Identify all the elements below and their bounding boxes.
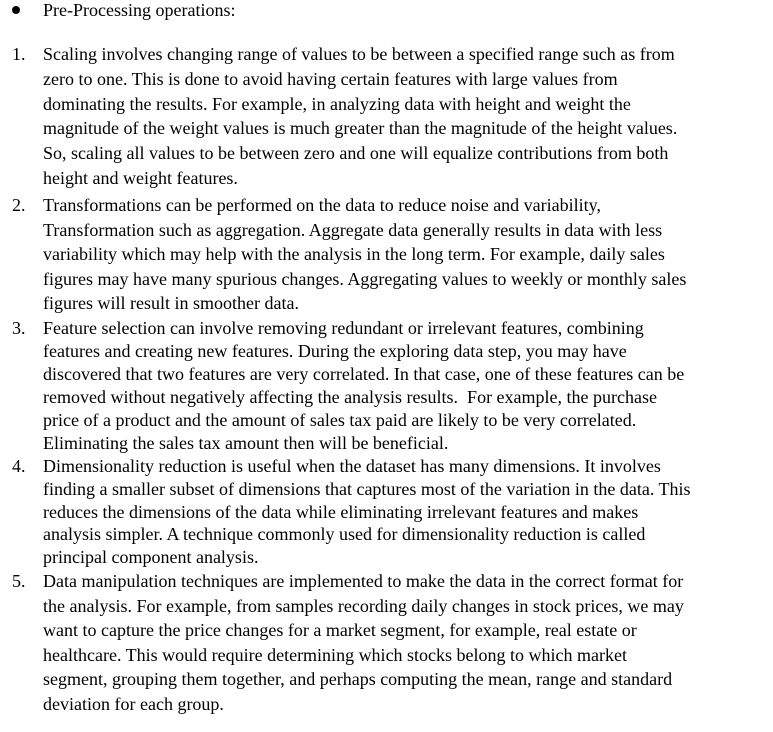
list-item-line: analysis simpler. A technique commonly used for dimensionality reduction is called: [43, 524, 646, 545]
list-item-line: Eliminating the sales tax amount then will be beneficial.: [43, 433, 449, 453]
list-item-line: Feature selection can involve removing redundant or irrelevant features, combining: [43, 318, 644, 338]
list-item-line: removed without negatively affecting the analysis results. For example, the purchase: [43, 387, 657, 407]
list-item-line: deviation for each group.: [43, 694, 224, 714]
heading-bullet-row: [0, 0, 773, 24]
list-item-line: finding a smaller subset of dimensions that captures most of the variation in the data. This: [43, 478, 691, 499]
list-item-line: segment, grouping them together, and perhaps computing the mean, range and standard: [43, 669, 673, 690]
list-item-line: figures may have many spurious changes. Aggregating values to weekly or monthly sales: [43, 268, 687, 289]
list-item-line: zero to one. This is done to avoid having certain features with large values from: [43, 68, 618, 89]
list-item-line: reduces the dimensions of the data while eliminating irrelevant features and makes: [43, 501, 639, 522]
list-item-line: Scaling involves changing range of values to be between a specified range such as from: [43, 44, 675, 64]
list-item-line: Data manipulation techniques are implemented to make the data in the correct format for: [43, 571, 684, 591]
list-item-line: height and weight features.: [43, 168, 238, 188]
list-item-line: healthcare. This would require determining which stocks belong to which market: [43, 644, 628, 665]
list-item-line: So, scaling all values to be between zero and one will equalize contributions from both: [43, 143, 669, 164]
list-item-line: want to capture the price changes for a market segment, for example, real estate or: [43, 620, 637, 641]
list-item-line: price of a product and the amount of sales tax paid are likely to be very correlated.: [43, 410, 637, 430]
list-item-line: the analysis. For example, from samples recording daily changes in stock prices, we may: [43, 595, 684, 616]
list-item-number: 2.: [12, 195, 26, 215]
list-item-number: 3.: [12, 318, 26, 338]
list-item-number: 4.: [12, 456, 26, 476]
list-item-line: Transformations can be performed on the data to reduce noise and variability,: [43, 195, 601, 215]
list-item-number: 1.: [12, 44, 26, 64]
list-item-number: 5.: [12, 571, 26, 591]
list-item-line: Transformation such as aggregation. Aggregate data generally results in data with less: [43, 219, 663, 240]
list-item-line: principal component analysis.: [43, 547, 259, 568]
list-item-line: magnitude of the weight values is much greater than the magnitude of the height values.: [43, 118, 678, 139]
list-item-line: dominating the results. For example, in analyzing data with height and weight the: [43, 93, 631, 114]
list-item-line: Dimensionality reduction is useful when the dataset has many dimensions. It involves: [43, 456, 661, 476]
bullet-icon: [12, 6, 20, 14]
list-item-line: discovered that two features are very correlated. In that case, one of these features can be: [43, 364, 685, 384]
list-item-line: variability which may help with the analysis in the long term. For example, daily sales: [43, 244, 665, 265]
list-item-line: figures will result in smoother data.: [43, 293, 299, 314]
list-item-line: features and creating new features. During the exploring data step, you may have: [43, 341, 627, 361]
heading-text: Pre-Processing operations:: [43, 0, 236, 20]
